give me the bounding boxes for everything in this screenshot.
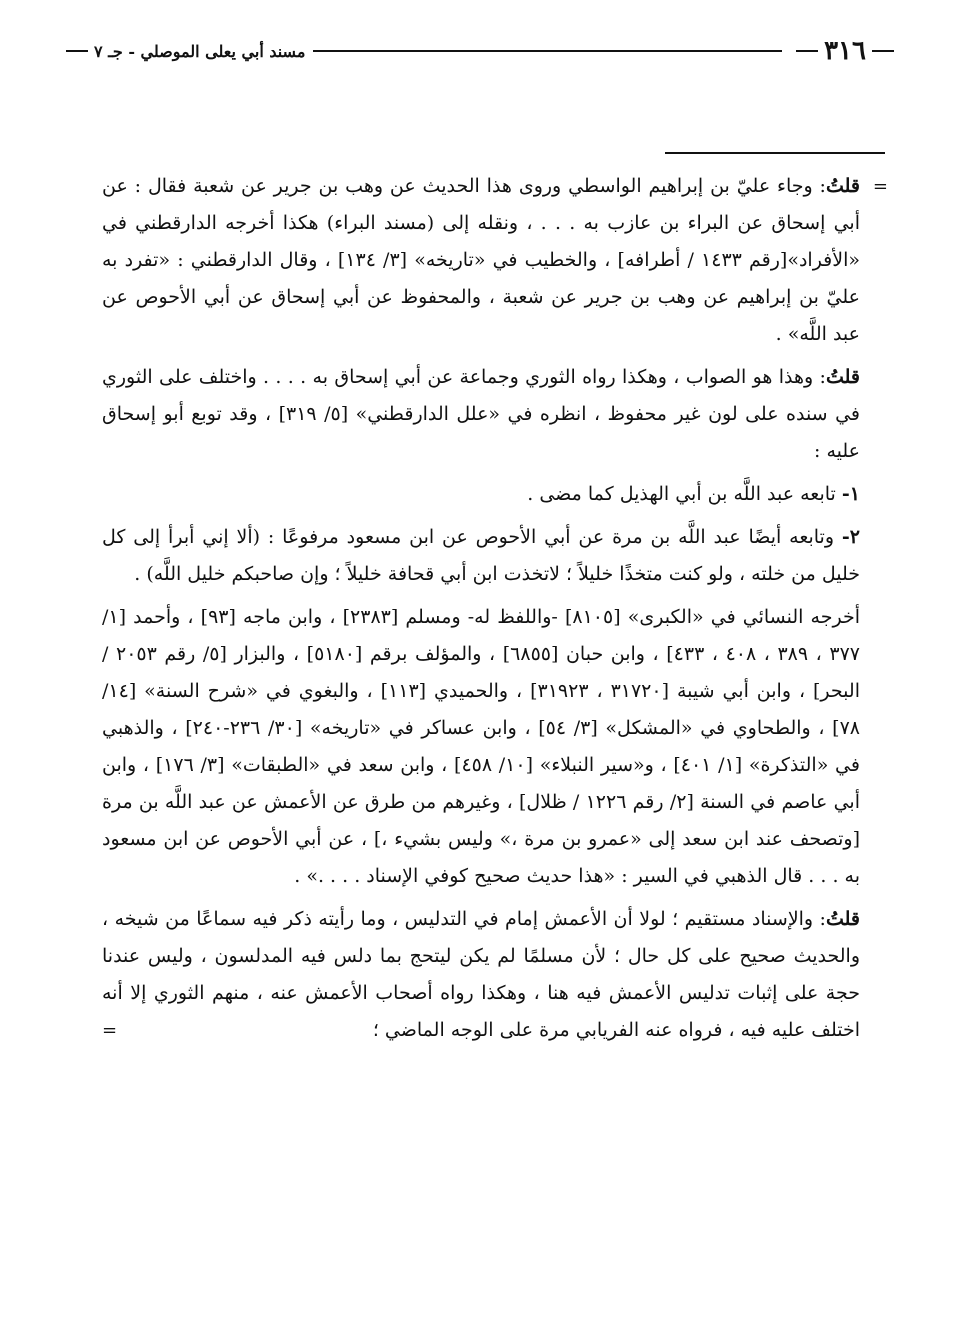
paragraph-text: : وجاء عليّ بن إبراهيم الواسطي وروى هذا الحديث عن وهب بن جرير عن شعبة فقال : عن أبي إسحاق عن البراء بن عازب به . . . ، ونقله إلى (مسند البراء) هكذا أخرجه الدارقطني في «الأفراد»[رقم ١٤٣٣ / أطرافه] ، والخطيب في «تاريخه» [٣/ ١٣٤] ، وقال الدارقطني : «تفرد به عليّ بن إبراهيم عن وهب بن جرير عن شعبة ، والمحفوظ عن أبي إسحاق عن أبي الأحوص عن عبد اللَّه» . bbox=[102, 175, 860, 345]
header-dash-mid bbox=[796, 50, 818, 52]
header-dash-right bbox=[872, 50, 894, 52]
paragraph-text: : والإسناد مستقيم ؛ لولا أن الأعمش إمام في التدليس ، وما رأيته ذكر فيه سماعًا من شيخه ، والحديث صحيح على كل حال ؛ لأن مسلمًا لم يكن ليتحج بما دلس فيه المدلسون ، وليس عندنا حجة على إثبات تدليس الأعمش فيه هنا ، وهكذا رواه أصحاب الأعمش عنه ، منهم الثوري إلا أنه اختلف عليه فيه ، فرواه عنه الفريابي مرة على الوجه الماضي ؛ bbox=[102, 908, 860, 1041]
page-number: ٣١٦ bbox=[824, 36, 866, 66]
paragraph-lead: ١- bbox=[841, 483, 860, 505]
paragraph-lead: قلتُ bbox=[825, 366, 860, 388]
header-dash-left bbox=[66, 50, 88, 52]
footnote-paragraph-6 bbox=[102, 901, 860, 1049]
paragraph-text: أخرجه النسائي في «الكبرى» [٨١٠٥] -واللفظ له- ومسلم [٢٣٨٣] ، وابن ماجه [٩٣] ، وأحمد [١/ ٣٧٧ ، ٣٨٩ ، ٤٠٨ ، ٤٣٣] ، وابن حبان [٦٨٥٥] ، والمؤلف برقم [٥١٨٠] ، والبزار [٥/ رقم ٢٠٥٣ / البحر] ، وابن أبي شيبة [٣١٧٢٠ ، ٣١٩٢٣] ، والحميدي [١١٣] ، والبغوي في «شرح السنة» [١٤/ ٧٨] ، والطحاوي في «المشكل» [٣/ ٥٤] ، وابن عساكر في «تاريخه» [٣٠/ ٢٣٦-٢٤٠] ، والذهبي في «التذكرة» [١/ ٤٠١] ، و«سير النبلاء» [١٠/ ٤٥٨] ، وابن سعد في «الطبقات» [٣/ ١٧٦] ، وابن أبي عاصم في السنة [٢/ رقم ١٢٢٦ / ظلال] ، وغيرهم من طرق عن الأعمش عن عبد اللَّه بن مرة [وتصحف عند ابن سعد إلى «عمرو بن مرة ،» وليس بشيء ،] ، عن أبي الأحوص عن ابن مسعود به . . . قال الذهبي في السير : «هذا حديث صحيح كوفي الإسناد . . . .» . bbox=[102, 606, 860, 887]
continuation-mark: = bbox=[872, 176, 888, 197]
footnote-paragraph-3 bbox=[102, 476, 860, 513]
running-title: مسند أبي يعلى الموصلي - جـ ٧ bbox=[94, 41, 306, 61]
paragraph-text: تابعه عبد اللَّه بن أبي الهذيل كما مضى . bbox=[527, 483, 836, 505]
paragraph-lead: ٢- bbox=[841, 526, 860, 548]
header-rule bbox=[313, 50, 782, 52]
paragraph-lead: قلتُ bbox=[825, 175, 860, 197]
paragraph-lead: قلتُ bbox=[825, 908, 860, 930]
paragraph-text: وتابعه أيضًا عبد اللَّه بن مرة عن أبي الأحوص عن ابن مسعود مرفوعًا : (ألا إني أبرأ إلى كل خليل من خلته ، ولو كنت متخذًا خليلاً ؛ لاتخذت ابن أبي قحافة خليلاً ؛ وإن صاحبكم خليل اللَّه) . bbox=[102, 526, 860, 585]
page-header bbox=[60, 36, 900, 66]
paragraph-text: : وهذا هو الصواب ، وهكذا رواه الثوري وجماعة عن أبي إسحاق به . . . . واختلف على الثوري في سنده على لون غير محفوظ ، انظره في «علل الدارقطني» [٥/ ٣١٩] ، وقد توبع أبو إسحاق عليه : bbox=[102, 366, 860, 462]
footnote-paragraph-1 bbox=[102, 168, 888, 353]
footnote-paragraph-2 bbox=[102, 359, 860, 470]
footnote-separator bbox=[665, 152, 885, 154]
end-continuation-mark: = bbox=[102, 1020, 118, 1041]
footnote-body bbox=[102, 168, 888, 1055]
footnote-paragraph-4 bbox=[102, 519, 860, 593]
footnote-paragraph-5 bbox=[102, 599, 860, 895]
